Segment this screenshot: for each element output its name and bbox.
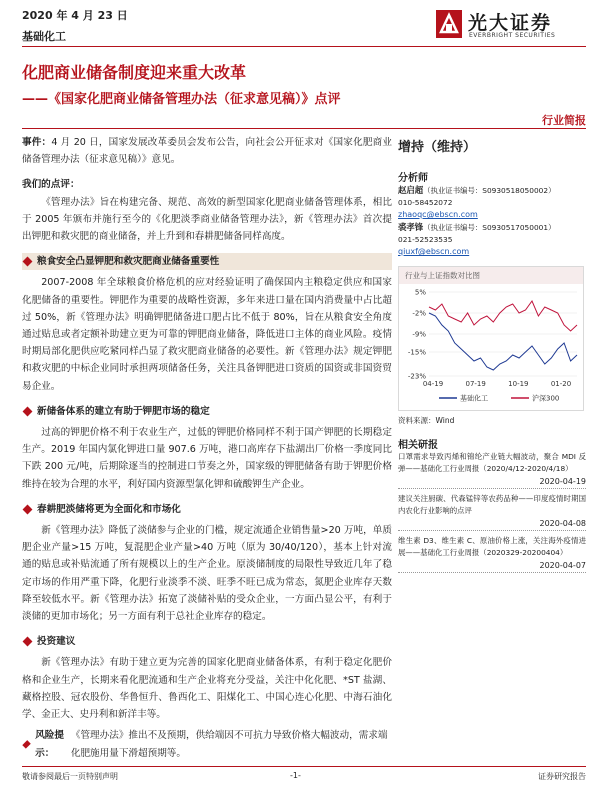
logo-text-en: EVERBRIGHT SECURITIES xyxy=(469,32,556,39)
related-item[interactable]: 建议关注厨碳、代森锰锌等农药品种——印度疫情时期国内农化行业影响的点评 2020-04-08 xyxy=(398,493,586,531)
report-title: 化肥商业储备制度迎来重大改革 xyxy=(22,63,247,82)
related-heading: 相关研报 xyxy=(398,440,438,451)
related-item[interactable]: 维生素 D3、维生素 C、原油价格上涨，关注海外疫情进展——基础化工行业周报（2020329-20200404） 2020-04-07 xyxy=(398,535,586,573)
logo-mark-icon xyxy=(436,10,462,38)
related-item[interactable]: 口罩需求导致丙烯和锦纶产业链大幅波动，聚合 MDI 反弹——基础化工行业周报（2020/4/12-2020/4/18） 2020-04-19 xyxy=(398,451,586,489)
header-divider xyxy=(22,46,586,47)
diamond-icon xyxy=(23,505,33,515)
analyst-1: 赵启超（执业证书编号：S0930518050002） 010-58452072 zhaoqc@ebscn.com xyxy=(398,184,586,221)
section-head-1: 粮食安全凸显钾肥和救灾肥商业储备重要性 xyxy=(22,253,392,270)
section-head-4: 投资建议 xyxy=(22,633,392,650)
event-text: 4 月 20 日，国家发展改革委员会发布公告，向社会公开征求对《国家化肥商业储备管理办法（征求意见稿）》意见。 xyxy=(22,137,393,166)
y-tick-label: -9% xyxy=(412,330,426,339)
footer-disclaimer: 敬请参阅最后一页特别声明 xyxy=(22,772,118,781)
analyst-2: 裘孝锋（执业证书编号：S0930517050001） 021-52523535 qiuxf@ebscn.com xyxy=(398,221,586,258)
comment-label: 我们的点评： xyxy=(22,179,80,191)
comparison-chart xyxy=(398,266,584,411)
title-divider xyxy=(22,128,586,129)
sidebar xyxy=(398,132,586,577)
x-tick-label: 04-19 xyxy=(422,380,444,388)
event-label: 事件： xyxy=(22,137,52,148)
footer-divider xyxy=(22,766,586,767)
diamond-icon xyxy=(23,637,33,647)
y-tick-label: -23% xyxy=(407,372,426,381)
report-type-label: 行业简报 xyxy=(542,114,586,127)
sector-label: 基础化工 xyxy=(22,30,66,43)
section-head-3: 春耕肥淡储将更为全面化和市场化 xyxy=(22,501,392,518)
x-tick-label: 07-19 xyxy=(465,380,486,388)
y-tick-label: -15% xyxy=(407,348,426,357)
section-1-paragraph: 2007-2008 年全球粮食价格危机的应对经验证明了确保国内主粮稳定供应和国家化肥储备的重要性。钾肥作为重要的战略性资源，多年来进口量在国内消费量中占比超过 50%，新《管理办法》明确钾肥储备进口肥占比不低于 80%，旨在从粮食安全角度通过贴息或者定额补助建立更为可靠的钾肥商业储备，降低进口主体的商业风险。疫情时期局部化肥供应吃紧同样凸显了救灾肥商业储备的必要性。新《管理办法》规定钾肥和救灾肥的中标企业同时承担两项储备任务，关注具备钾肥进口资质的国资或非国资贸易企业。 xyxy=(22,277,392,392)
diamond-icon xyxy=(23,257,33,267)
diamond-icon xyxy=(22,740,31,749)
y-tick-label: -2% xyxy=(412,309,426,318)
y-tick-label: 5% xyxy=(414,288,426,297)
report-subtitle: ——《国家化肥商业储备管理办法（征求意见稿）》点评 xyxy=(22,92,341,107)
report-date: 2020 年 4 月 23 日 xyxy=(22,9,128,22)
intro-paragraph: 《管理办法》旨在构建完备、规范、高效的新型国家化肥商业储备管理体系，相比于 2005 年颁布并施行至今的《化肥淡季商业储备管理办法》，新《管理办法》首次提出钾肥和救灾肥的商业储备，并上升到和春耕肥储备同样高度。 xyxy=(22,196,392,243)
x-tick-label: 10-19 xyxy=(508,380,529,388)
analyst-email-link[interactable]: zhaoqc@ebscn.com xyxy=(398,210,478,219)
analyst-email-link[interactable]: qiuxf@ebscn.com xyxy=(398,247,470,256)
chart-svg xyxy=(399,284,583,406)
section-3-paragraph: 新《管理办法》降低了淡储参与企业的门槛，规定流通企业销售量>20 万吨，单质肥企业产量>15 万吨，复混肥企业产量>40 万吨（原为 30/40/120），基本上针对流通的贴息或补贴流通了所有规模以上的生产企业。原淡储制度的局限性导致近几年了稳定市场的作用严重下降，化肥行业淡季不淡、旺季不旺已成为常态，氮肥企业库存天数降至较低水平。新《管理办法》拓宽了淡储补贴的受众企业，一方面凸显公平，有利于淡储的更加市场化；另一方面有利于总社企业库存的稳定。 xyxy=(22,525,392,623)
logo-text-cn: 光大证券 xyxy=(468,12,553,34)
chart-title: 行业与上证指数对比图 xyxy=(399,267,583,284)
analyst-heading: 分析师 xyxy=(398,173,428,184)
section-4-paragraph: 新《管理办法》有助于建立更为完善的国家化肥商业储备体系，有利于稳定化肥价格和企业生产，长期来看化肥流通和生产企业将充分受益，关注中化化肥、*ST 盐湖、藏格控股、冠农股份、华鲁恒升、鲁西化工、阳煤化工、中国心连心化肥、中海石油化学、金正大、史丹利和新洋丰等。 xyxy=(22,657,392,721)
series-line xyxy=(429,313,577,370)
company-logo xyxy=(436,8,586,42)
series-line xyxy=(429,301,577,331)
legend-label: 基础化工 xyxy=(460,394,488,403)
section-2-paragraph: 过高的钾肥价格不利于农业生产，过低的钾肥价格同样不利于国产钾肥的长期稳定生产。2019 年国内氯化钾进口量 907.6 万吨，港口高库存下盐湖出厂价格一季度同比下跌 200 元/吨，后期除逐当的控制进口节奏之外，国家级的钾肥储备有助于钾肥价格维持在较为合理的水平，利好国内资源型氯化钾和硫酸钾生产企业。 xyxy=(22,427,392,490)
footer-label: 证券研究报告 xyxy=(538,772,586,781)
event-paragraph xyxy=(22,134,392,168)
diamond-icon xyxy=(23,406,33,416)
rating: 增持（维持） xyxy=(398,140,477,155)
chart-source: 资料来源：Wind xyxy=(398,416,455,425)
risk-paragraph: 风险提示： 《管理办法》推出不及预期，供给端因不可抗力导致价格大幅波动，需求端化肥施用量下滑超预期等。 xyxy=(22,727,392,761)
x-tick-label: 01-20 xyxy=(550,380,572,388)
section-head-2: 新储备体系的建立有助于钾肥市场的稳定 xyxy=(22,403,392,420)
legend-label: 沪深300 xyxy=(532,394,560,403)
main-content xyxy=(22,134,392,766)
page-number: -1- xyxy=(290,771,301,780)
